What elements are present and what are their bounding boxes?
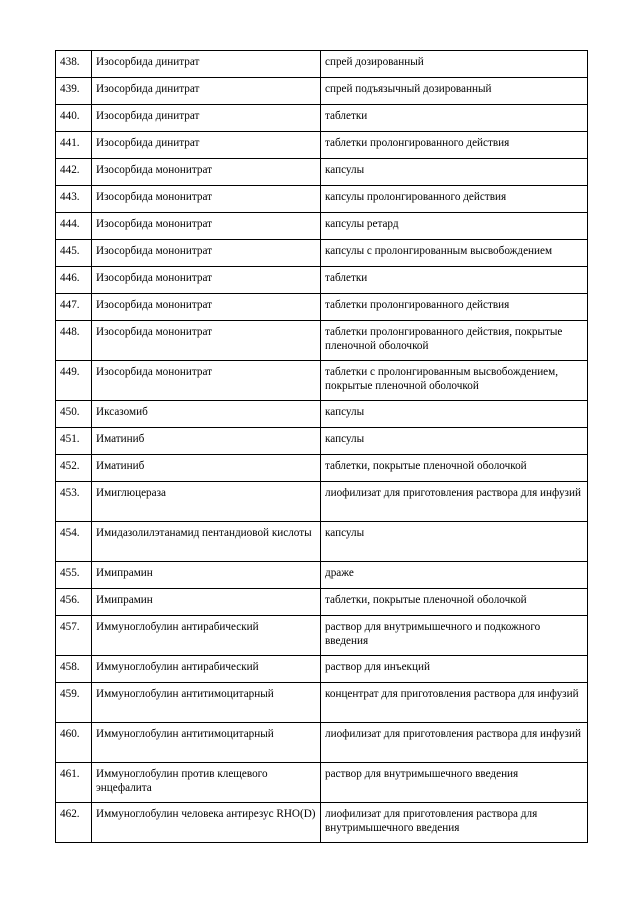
drug-name: Изосорбида мононитрат: [92, 294, 321, 321]
drug-name: Имиглюцераза: [92, 482, 321, 522]
row-number: 440.: [56, 105, 92, 132]
drug-name: Иммуноглобулин антирабический: [92, 656, 321, 683]
row-number: 457.: [56, 616, 92, 656]
row-number: 455.: [56, 562, 92, 589]
dosage-form: таблетки пролонгированного действия: [321, 132, 588, 159]
table-row: [56, 723, 588, 763]
drug-name: Изосорбида динитрат: [92, 105, 321, 132]
drug-name: Иммуноглобулин антитимоцитарный: [92, 723, 321, 763]
table-row: [56, 401, 588, 428]
dosage-form: таблетки: [321, 267, 588, 294]
dosage-form: лиофилизат для приготовления раствора для внутримышечного введения: [321, 803, 588, 843]
drug-name: Изосорбида динитрат: [92, 51, 321, 78]
table-row: [56, 482, 588, 522]
row-number: 449.: [56, 361, 92, 401]
drug-name: Изосорбида динитрат: [92, 78, 321, 105]
drug-name: Изосорбида динитрат: [92, 132, 321, 159]
row-number: 454.: [56, 522, 92, 562]
dosage-form: спрей дозированный: [321, 51, 588, 78]
row-number: 458.: [56, 656, 92, 683]
dosage-form: лиофилизат для приготовления раствора для инфузий: [321, 723, 588, 763]
row-number: 445.: [56, 240, 92, 267]
dosage-form: таблетки, покрытые пленочной оболочкой: [321, 589, 588, 616]
row-number: 444.: [56, 213, 92, 240]
dosage-form: спрей подъязычный дозированный: [321, 78, 588, 105]
dosage-form: концентрат для приготовления раствора для инфузий: [321, 683, 588, 723]
table-row: [56, 522, 588, 562]
dosage-form: капсулы: [321, 159, 588, 186]
table-row: [56, 213, 588, 240]
table-row: [56, 455, 588, 482]
row-number: 452.: [56, 455, 92, 482]
row-number: 460.: [56, 723, 92, 763]
table-row: [56, 240, 588, 267]
table-row: [56, 428, 588, 455]
drug-name: Изосорбида мононитрат: [92, 321, 321, 361]
drug-name: Изосорбида мононитрат: [92, 213, 321, 240]
row-number: 448.: [56, 321, 92, 361]
row-number: 438.: [56, 51, 92, 78]
drug-name: Иммуноглобулин антирабический: [92, 616, 321, 656]
drug-name: Иматиниб: [92, 428, 321, 455]
table-row: [56, 159, 588, 186]
drug-name: Изосорбида мононитрат: [92, 159, 321, 186]
dosage-form: раствор для инъекций: [321, 656, 588, 683]
dosage-form: раствор для внутримышечного введения: [321, 763, 588, 803]
dosage-form: капсулы: [321, 428, 588, 455]
row-number: 461.: [56, 763, 92, 803]
drug-list-table: [55, 50, 588, 843]
row-number: 456.: [56, 589, 92, 616]
drug-name: Имипрамин: [92, 562, 321, 589]
row-number: 441.: [56, 132, 92, 159]
dosage-form: таблетки пролонгированного действия, покрытые пленочной оболочкой: [321, 321, 588, 361]
table-row: [56, 186, 588, 213]
row-number: 459.: [56, 683, 92, 723]
row-number: 453.: [56, 482, 92, 522]
table-row: [56, 78, 588, 105]
dosage-form: таблетки пролонгированного действия: [321, 294, 588, 321]
dosage-form: таблетки: [321, 105, 588, 132]
table-row: [56, 267, 588, 294]
drug-name: Изосорбида мононитрат: [92, 267, 321, 294]
table-row: [56, 105, 588, 132]
drug-name: Иммуноглобулин человека антирезус RHO(D): [92, 803, 321, 843]
dosage-form: капсулы с пролонгированным высвобождением: [321, 240, 588, 267]
dosage-form: таблетки, покрытые пленочной оболочкой: [321, 455, 588, 482]
row-number: 446.: [56, 267, 92, 294]
table-body: [56, 51, 588, 843]
drug-name: Имидазолилэтанамид пентандиовой кислоты: [92, 522, 321, 562]
row-number: 439.: [56, 78, 92, 105]
table-row: [56, 361, 588, 401]
row-number: 462.: [56, 803, 92, 843]
table-row: [56, 616, 588, 656]
dosage-form: раствор для внутримышечного и подкожного введения: [321, 616, 588, 656]
dosage-form: капсулы ретард: [321, 213, 588, 240]
dosage-form: капсулы: [321, 522, 588, 562]
drug-name: Иммуноглобулин антитимоцитарный: [92, 683, 321, 723]
table-row: [56, 562, 588, 589]
drug-name: Иммуноглобулин против клещевого энцефалита: [92, 763, 321, 803]
drug-name: Иксазомиб: [92, 401, 321, 428]
row-number: 451.: [56, 428, 92, 455]
table-row: [56, 803, 588, 843]
drug-name: Изосорбида мононитрат: [92, 240, 321, 267]
dosage-form: капсулы: [321, 401, 588, 428]
table-row: [56, 321, 588, 361]
table-row: [56, 294, 588, 321]
row-number: 443.: [56, 186, 92, 213]
row-number: 450.: [56, 401, 92, 428]
drug-name: Изосорбида мононитрат: [92, 186, 321, 213]
drug-name: Иматиниб: [92, 455, 321, 482]
table-row: [56, 656, 588, 683]
dosage-form: таблетки с пролонгированным высвобождением, покрытые пленочной оболочкой: [321, 361, 588, 401]
row-number: 447.: [56, 294, 92, 321]
table-row: [56, 683, 588, 723]
table-row: [56, 763, 588, 803]
drug-name: Имипрамин: [92, 589, 321, 616]
row-number: 442.: [56, 159, 92, 186]
dosage-form: капсулы пролонгированного действия: [321, 186, 588, 213]
drug-name: Изосорбида мононитрат: [92, 361, 321, 401]
table-row: [56, 51, 588, 78]
table-row: [56, 132, 588, 159]
dosage-form: драже: [321, 562, 588, 589]
table-row: [56, 589, 588, 616]
dosage-form: лиофилизат для приготовления раствора для инфузий: [321, 482, 588, 522]
